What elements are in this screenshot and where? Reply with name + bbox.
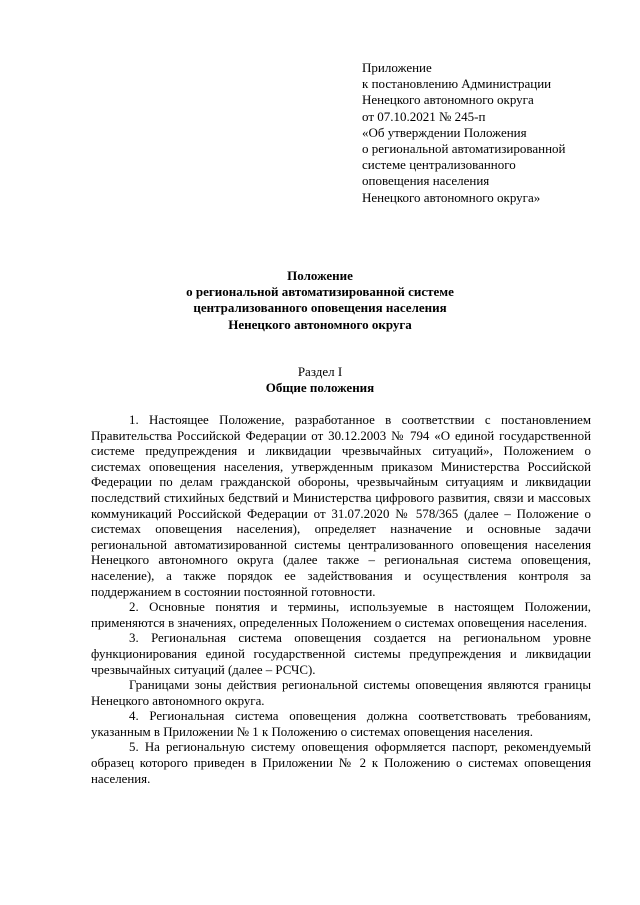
document-body [91,413,591,787]
annex-line: к постановлению Администрации [362,76,552,92]
annex-line: оповещения населения [362,173,490,189]
annex-line: от 07.10.2021 № 245-п [362,108,486,124]
annex-line: Приложение [362,60,432,75]
paragraph: 3. Региональная система оповещения создается на региональном уровне функционирования единой государственной системы предупреждения и ликвидации чрезвычайных ситуаций (далее – РСЧС). [91,631,591,677]
annex-line: системе централизованного [362,157,516,173]
title-line: Ненецкого автономного округа [228,316,412,332]
title-line: централизованного оповещения населения [193,300,447,316]
annex-header [362,60,622,206]
annex-line: Ненецкого автономного округа» [362,189,541,205]
section-number: Раздел I [297,364,343,379]
paragraph: 5. На региональную систему оповещения оформляется паспорт, рекомендуемый образец которого приведен в Приложении № 2 к Положению о системах оповещения населения. [91,740,591,786]
paragraph: 1. Настоящее Положение, разработанное в соответствии с постановлением Правительства Российской Федерации от 30.12.2003 № 794 «О единой государственной системе предупреждения и ликвидации чрезвычайных ситуаций», Положением о системах оповещения населения, утвержденным приказом Министерства Российской Федерации по делам гражданской обороны, чрезвычайным ситуациям и ликвидации последствий стихийных бедствий и Министерства цифрового развития, связи и массовых коммуникаций Российской Федерации от 31.07.2020 № 578/365 (далее – Положение о системах оповещения населения), определяет назначение и основные задачи региональной автоматизированной системы централизованного оповещения населения Ненецкого автономного округа (далее также – региональная система оповещения, население), а также порядок ее задействования и осуществления контроля за поддержанием в состоянии постоянной готовности. [91,413,591,599]
paragraph: Границами зоны действия региональной системы оповещения являются границы Ненецкого автономного округа. [91,678,591,708]
section-heading: Общие положения [265,380,375,395]
annex-line: о региональной автоматизированной [362,141,566,157]
paragraph: 4. Региональная система оповещения должна соответствовать требованиям, указанным в Приложении № 1 к Положению о системах оповещения населения. [91,709,591,739]
paragraph: 2. Основные понятия и термины, используемые в настоящем Положении, применяются в значениях, определенных Положением о системах оповещения населения. [91,600,591,630]
document-title [0,268,640,333]
title-line: о региональной автоматизированной системе [186,284,454,300]
annex-line: Ненецкого автономного округа [362,92,534,108]
annex-line: «Об утверждении Положения [362,124,527,140]
title-line: Положение [287,268,353,283]
